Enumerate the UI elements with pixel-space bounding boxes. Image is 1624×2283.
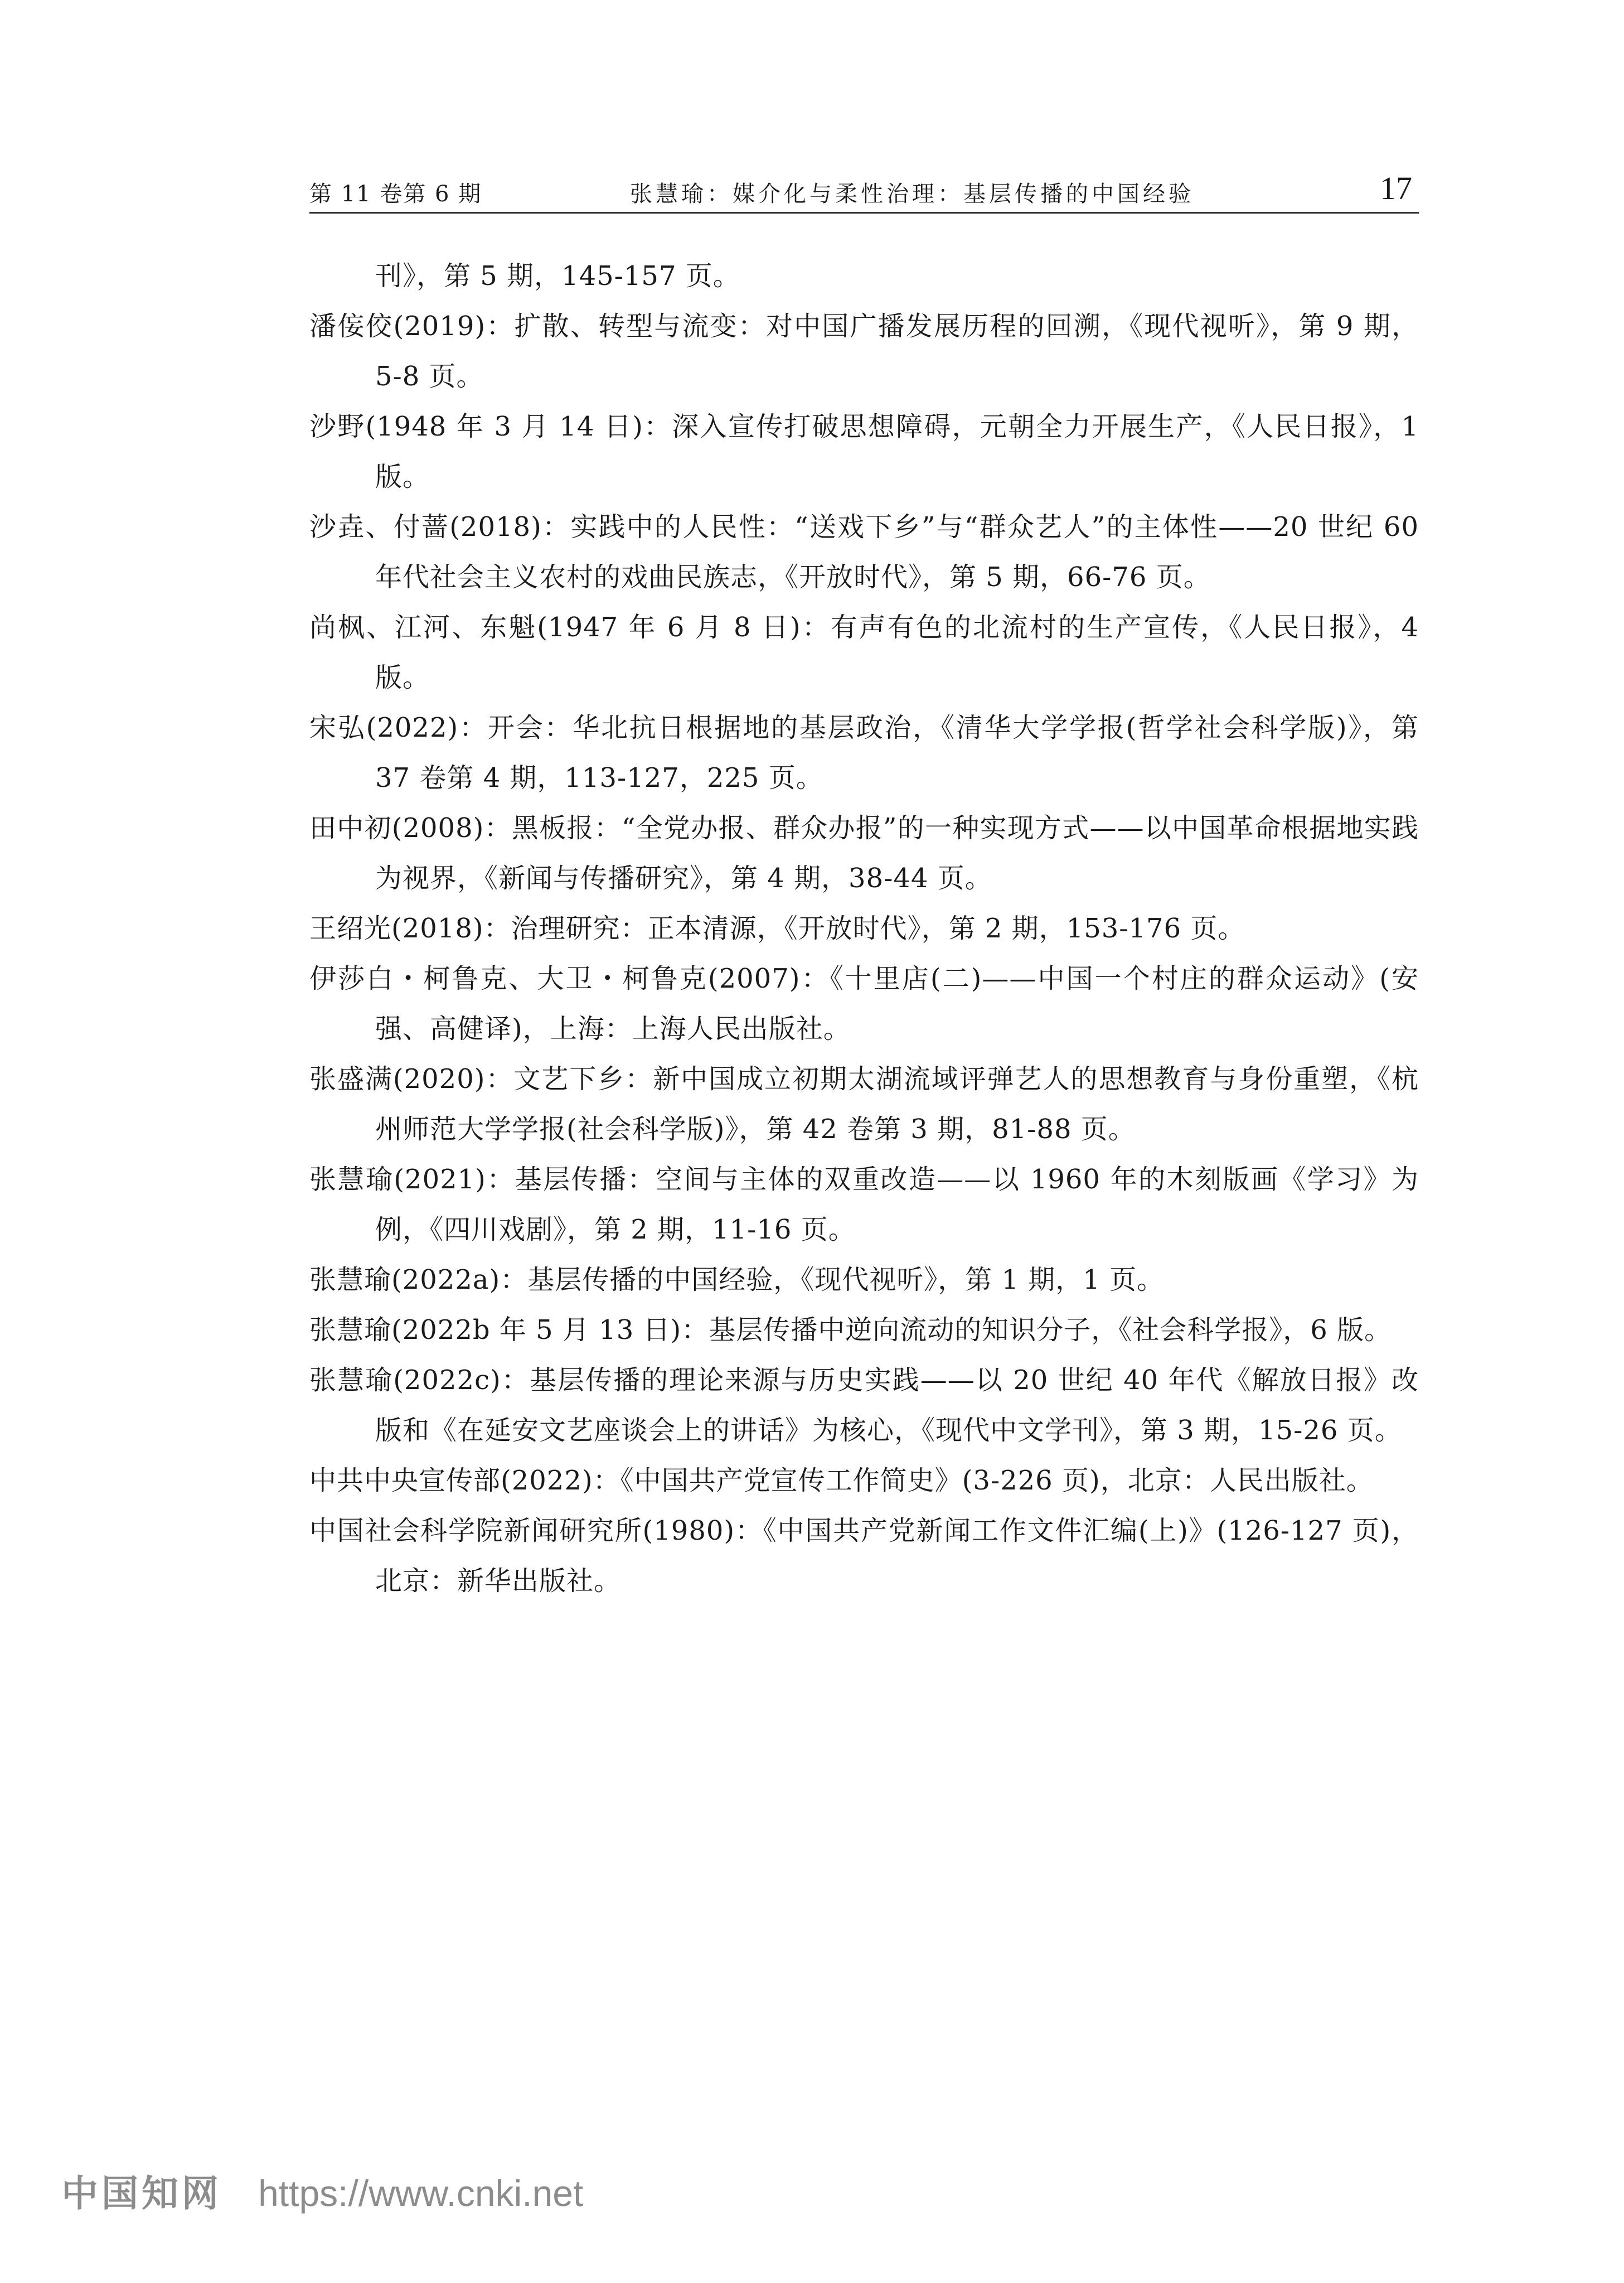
- cnki-logo-text: 中国知网: [61, 2172, 222, 2215]
- reference-item: 中共中央宣传部(2022)：《中国共产党宣传工作简史》(3-226 页)，北京：人民出版社。: [309, 1465, 1374, 1496]
- reference-item: 张慧瑜(2022a)：基层传播的中国经验，《现代视听》，第 1 期，1 页。: [309, 1264, 1165, 1295]
- reference-list: [309, 251, 1419, 1606]
- reference-continuation: 刊》，第 5 期，145-157 页。: [375, 260, 740, 292]
- watermark-footer: [61, 2164, 583, 2214]
- journal-volume-issue: 第 11 卷第 6 期: [309, 181, 482, 207]
- reference-item: 尚枫、江河、东魁(1947 年 6 月 8 日)：有声有色的北流村的生产宣传，《人民日报》，4 版。: [309, 612, 1419, 693]
- reference-item: 伊莎白・柯鲁克、大卫・柯鲁克(2007)：《十里店(二)——中国一个村庄的群众运动》(安强、高健译)，上海：上海人民出版社。: [309, 963, 1419, 1044]
- reference-item: 沙野(1948 年 3 月 14 日)：深入宣传打破思想障碍，元朝全力开展生产，《人民日报》，1 版。: [309, 411, 1419, 492]
- reference-item: 潘侫佼(2019)：扩散、转型与流变：对中国广播发展历程的回溯，《现代视听》，第 9 期，5-8 页。: [309, 311, 1419, 392]
- reference-item: 张慧瑜(2022b 年 5 月 13 日)：基层传播中逆向流动的知识分子，《社会科学报》，6 版。: [309, 1314, 1392, 1346]
- running-title: 张慧瑜：媒介化与柔性治理：基层传播的中国经验: [630, 181, 1194, 207]
- reference-item: 中国社会科学院新闻研究所(1980)：《中国共产党新闻工作文件汇编(上)》(126-127 页)，北京：新华出版社。: [309, 1515, 1419, 1597]
- cnki-url[interactable]: https://www.cnki.net: [258, 2173, 584, 2214]
- reference-item: 张盛满(2020)：文艺下乡：新中国成立初期太湖流域评弹艺人的思想教育与身份重塑，《杭州师范大学学报(社会科学版)》，第 42 卷第 3 期，81-88 页。: [309, 1063, 1419, 1145]
- running-header: [309, 170, 1419, 211]
- reference-item: 田中初(2008)：黑板报：“全党办报、群众办报”的一种实现方式——以中国革命根据地实践为视界，《新闻与传播研究》，第 4 期，38-44 页。: [309, 812, 1419, 894]
- reference-item: 王绍光(2018)：治理研究：正本清源，《开放时代》，第 2 期，153-176 页。: [309, 913, 1245, 944]
- page-number: 17: [1380, 170, 1412, 206]
- reference-item: 张慧瑜(2022c)：基层传播的理论来源与历史实践——以 20 世纪 40 年代《解放日报》改版和《在延安文艺座谈会上的讲话》为核心，《现代中文学刊》，第 3 期，15-26 页。: [309, 1365, 1419, 1446]
- reference-item: 张慧瑜(2021)：基层传播：空间与主体的双重改造——以 1960 年的木刻版画《学习》为例，《四川戏剧》，第 2 期，11-16 页。: [309, 1164, 1419, 1245]
- header-rule: [309, 212, 1419, 214]
- reference-item: 沙垚、付蔷(2018)：实践中的人民性：“送戏下乡”与“群众艺人”的主体性——20 世纪 60 年代社会主义农村的戏曲民族志，《开放时代》，第 5 期，66-76 页。: [309, 511, 1419, 593]
- reference-item: 宋弘(2022)：开会：华北抗日根据地的基层政治，《清华大学学报(哲学社会科学版)》，第 37 卷第 4 期，113-127，225 页。: [309, 712, 1419, 794]
